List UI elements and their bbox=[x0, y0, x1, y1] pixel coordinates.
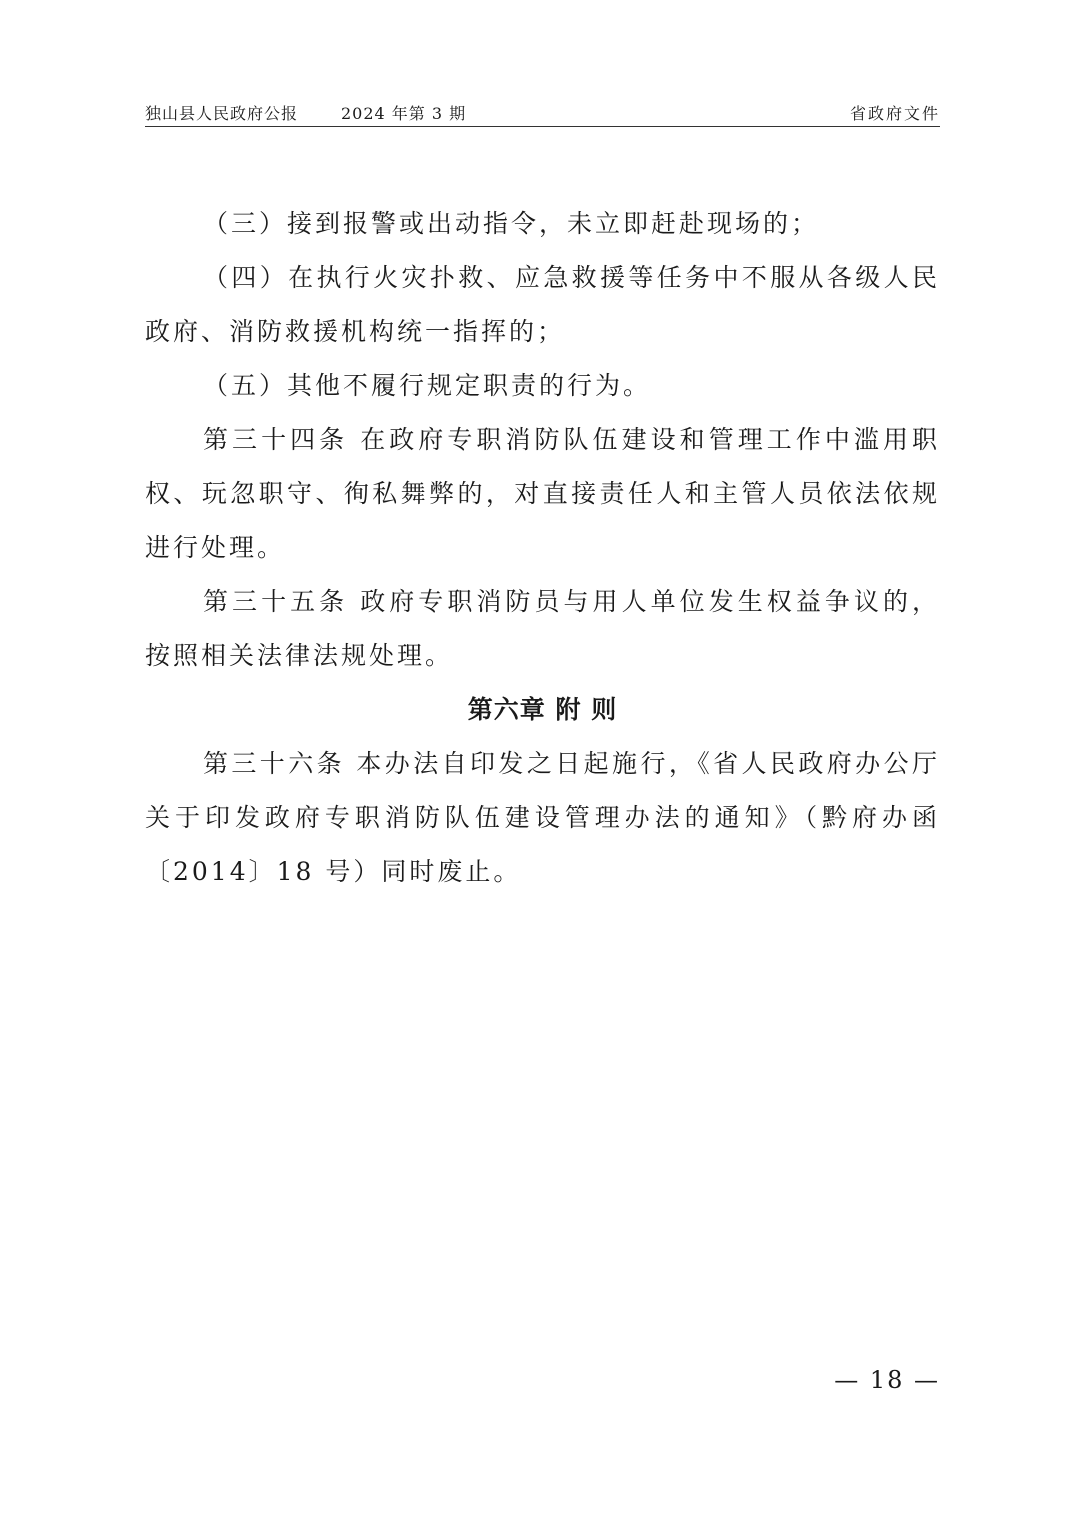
clause-item-5: （五）其他不履行规定职责的行为。 bbox=[203, 371, 652, 400]
issue-label: 2024 年第 3 期 bbox=[341, 104, 467, 123]
chapter-heading: 第六章 附 则 bbox=[467, 695, 618, 724]
document-body bbox=[145, 197, 940, 899]
article-34: 第三十四条 在政府专职消防队伍建设和管理工作中滥用职权、玩忽职守、徇私舞弊的，对直接责任人和主管人员依法依规进行处理。 bbox=[145, 425, 940, 562]
clause-item-4: （四）在执行火灾扑救、应急救援等任务中不服从各级人民政府、消防救援机构统一指挥的； bbox=[145, 263, 940, 346]
page-number: — 18 — bbox=[834, 1366, 940, 1394]
article-36: 第三十六条 本办法自印发之日起施行，《省人民政府办公厅关于印发政府专职消防队伍建设管理办法的通知》（黔府办函〔2014〕18 号）同时废止。 bbox=[145, 749, 940, 886]
running-header bbox=[145, 102, 940, 127]
section-label: 省政府文件 bbox=[849, 104, 940, 123]
publication-title: 独山县人民政府公报 bbox=[145, 104, 299, 123]
article-35: 第三十五条 政府专职消防员与用人单位发生权益争议的，按照相关法律法规处理。 bbox=[145, 587, 940, 670]
clause-item-3: （三）接到报警或出动指令，未立即赶赴现场的； bbox=[203, 209, 820, 238]
